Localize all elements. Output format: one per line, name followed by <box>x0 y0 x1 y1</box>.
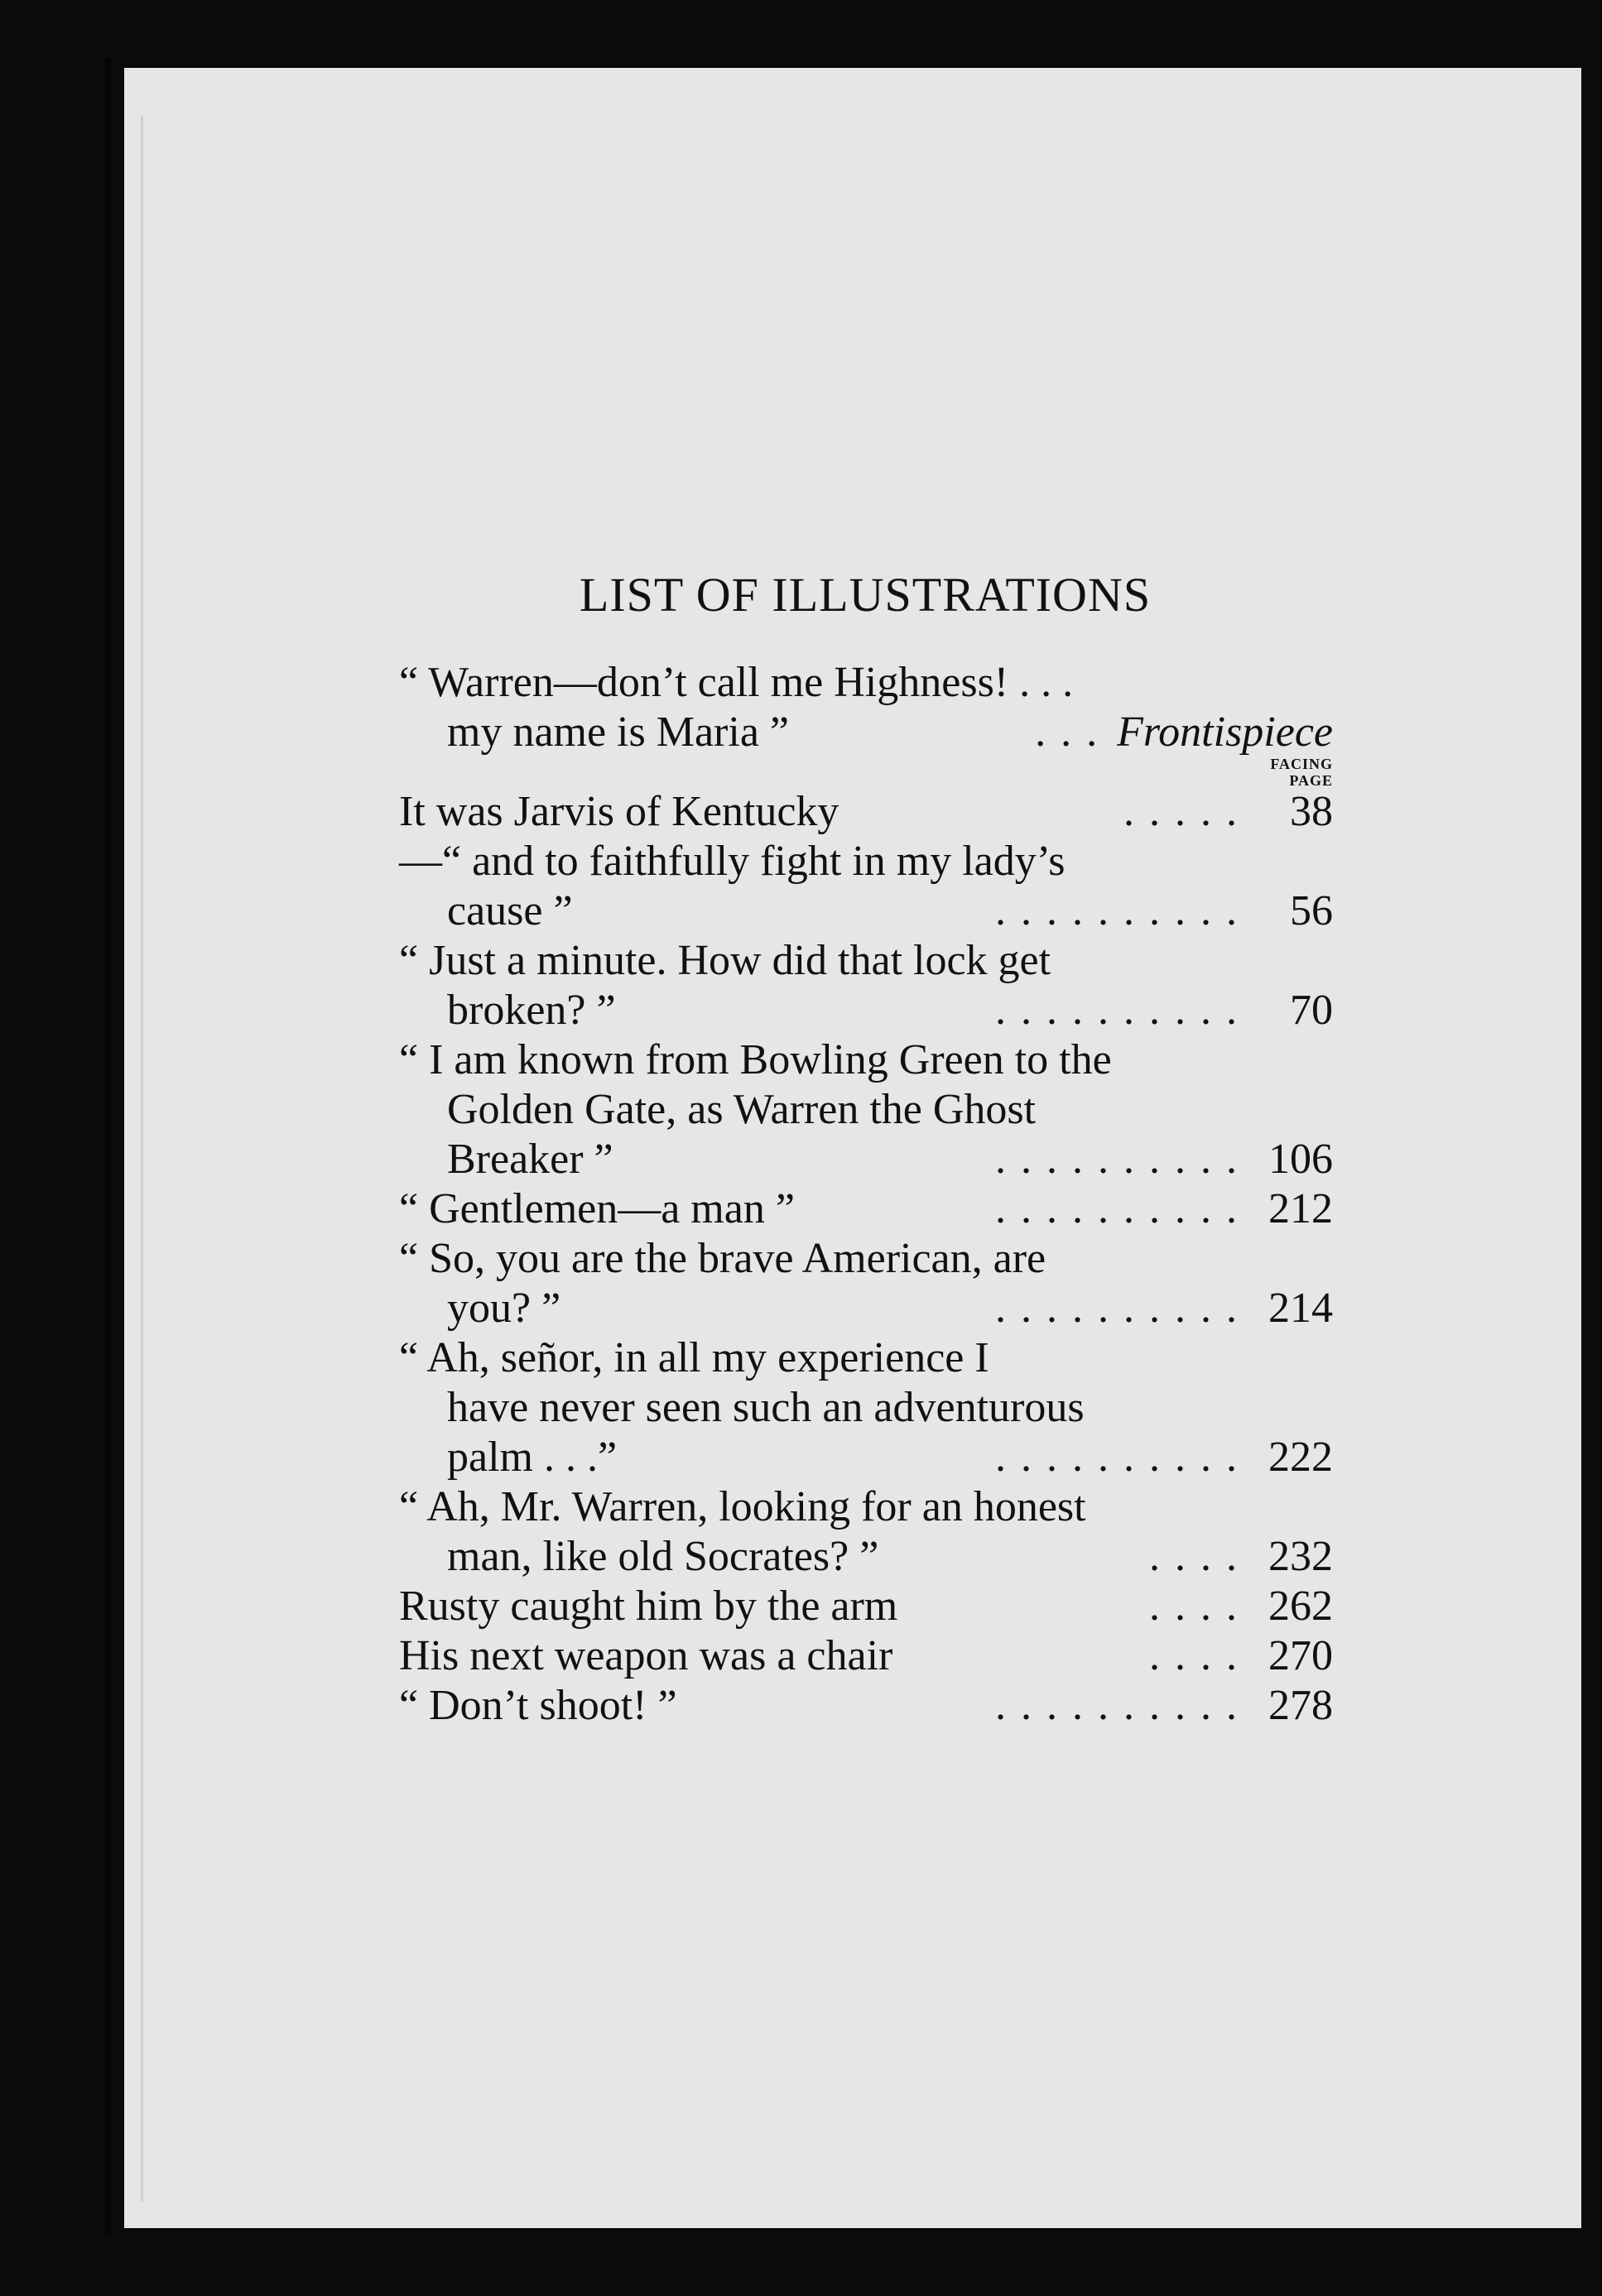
entry-text: “ Ah, Mr. Warren, looking for an honest <box>399 1483 1086 1530</box>
entry-text: my name is Maria ” <box>447 708 789 756</box>
entry-text: man, like old Socrates? ” <box>447 1533 879 1580</box>
entry-page: 232 <box>1268 1533 1333 1580</box>
list-item <box>399 1234 1333 1284</box>
entry-text: Rusty caught him by the arm <box>399 1583 898 1630</box>
leader-dots: .... <box>1149 1533 1252 1580</box>
entry-text: you? ” <box>447 1285 561 1332</box>
entry-text: have never seen such an adventurous <box>447 1384 1085 1431</box>
list-item <box>399 1383 1333 1433</box>
leader-dots: .......... <box>995 1682 1252 1729</box>
list-item <box>399 1184 1333 1234</box>
list-item <box>399 1035 1333 1085</box>
leader-dots: ..... <box>1123 788 1252 835</box>
facing-label-line: FACING <box>1270 756 1333 772</box>
entry-page: 56 <box>1290 887 1333 934</box>
list-item <box>399 658 1333 708</box>
leader-dots: .......... <box>995 1136 1252 1183</box>
list-item <box>399 1582 1333 1631</box>
list-item <box>399 1433 1333 1482</box>
list-item <box>399 837 1333 886</box>
leader-dots: .... <box>1149 1583 1252 1630</box>
entry-page: 106 <box>1268 1136 1333 1183</box>
leader-dots: ... <box>1035 708 1113 756</box>
leader-dots: .......... <box>995 1434 1252 1481</box>
list-item <box>399 1333 1333 1383</box>
list-item <box>399 1532 1333 1582</box>
entry-text: “ Gentlemen—a man ” <box>399 1185 795 1232</box>
page-edge <box>141 116 143 2202</box>
entry-text: His next weapon was a chair <box>399 1632 893 1679</box>
leader-dots: .... <box>1149 1632 1252 1679</box>
entry-page: 214 <box>1268 1285 1333 1332</box>
book-spine <box>104 58 111 2235</box>
page-title: LIST OF ILLUSTRATIONS <box>579 568 1152 622</box>
illustrations-list <box>399 658 1333 1731</box>
entry-text: “ Don’t shoot! ” <box>399 1682 677 1729</box>
leader-dots: .......... <box>995 1285 1252 1332</box>
facing-label-line: PAGE <box>1289 772 1333 789</box>
entry-page: 222 <box>1268 1434 1333 1481</box>
entry-page: Frontispiece <box>1117 708 1333 756</box>
entry-page: 270 <box>1268 1632 1333 1679</box>
entry-text: “ Warren—don’t call me Highness! . . . <box>399 659 1074 706</box>
entry-text: —“ and to faithfully fight in my lady’s <box>399 838 1066 885</box>
entry-page: 278 <box>1268 1682 1333 1729</box>
leader-dots: .......... <box>995 1185 1252 1232</box>
entry-text: cause ” <box>447 887 573 934</box>
list-item <box>399 1284 1333 1333</box>
entry-text: “ Just a minute. How did that lock get <box>399 937 1051 984</box>
list-item <box>399 886 1333 936</box>
entry-page: 212 <box>1268 1185 1333 1232</box>
leader-dots: .......... <box>995 887 1252 934</box>
list-item <box>399 1085 1333 1135</box>
list-item <box>399 936 1333 986</box>
entry-text: Breaker ” <box>447 1136 613 1183</box>
list-item <box>399 708 1333 757</box>
list-item <box>399 787 1333 837</box>
entry-text: broken? ” <box>447 987 616 1034</box>
entry-page: 38 <box>1290 788 1333 835</box>
list-item <box>399 986 1333 1035</box>
entry-text: “ Ah, señor, in all my experience I <box>399 1334 989 1381</box>
leader-dots: .......... <box>995 987 1252 1034</box>
list-item <box>399 1482 1333 1532</box>
entry-text: “ So, you are the brave American, are <box>399 1235 1046 1282</box>
list-item <box>399 1135 1333 1184</box>
facing-page-label <box>399 756 1333 789</box>
list-item <box>399 1631 1333 1681</box>
entry-page: 262 <box>1268 1583 1333 1630</box>
entry-text: “ I am known from Bowling Green to the <box>399 1036 1112 1083</box>
entry-text: It was Jarvis of Kentucky <box>399 788 839 835</box>
entry-page: 70 <box>1290 987 1333 1034</box>
entry-text: Golden Gate, as Warren the Ghost <box>447 1086 1037 1133</box>
entry-text: palm . . .” <box>447 1434 618 1481</box>
list-item <box>399 1681 1333 1731</box>
